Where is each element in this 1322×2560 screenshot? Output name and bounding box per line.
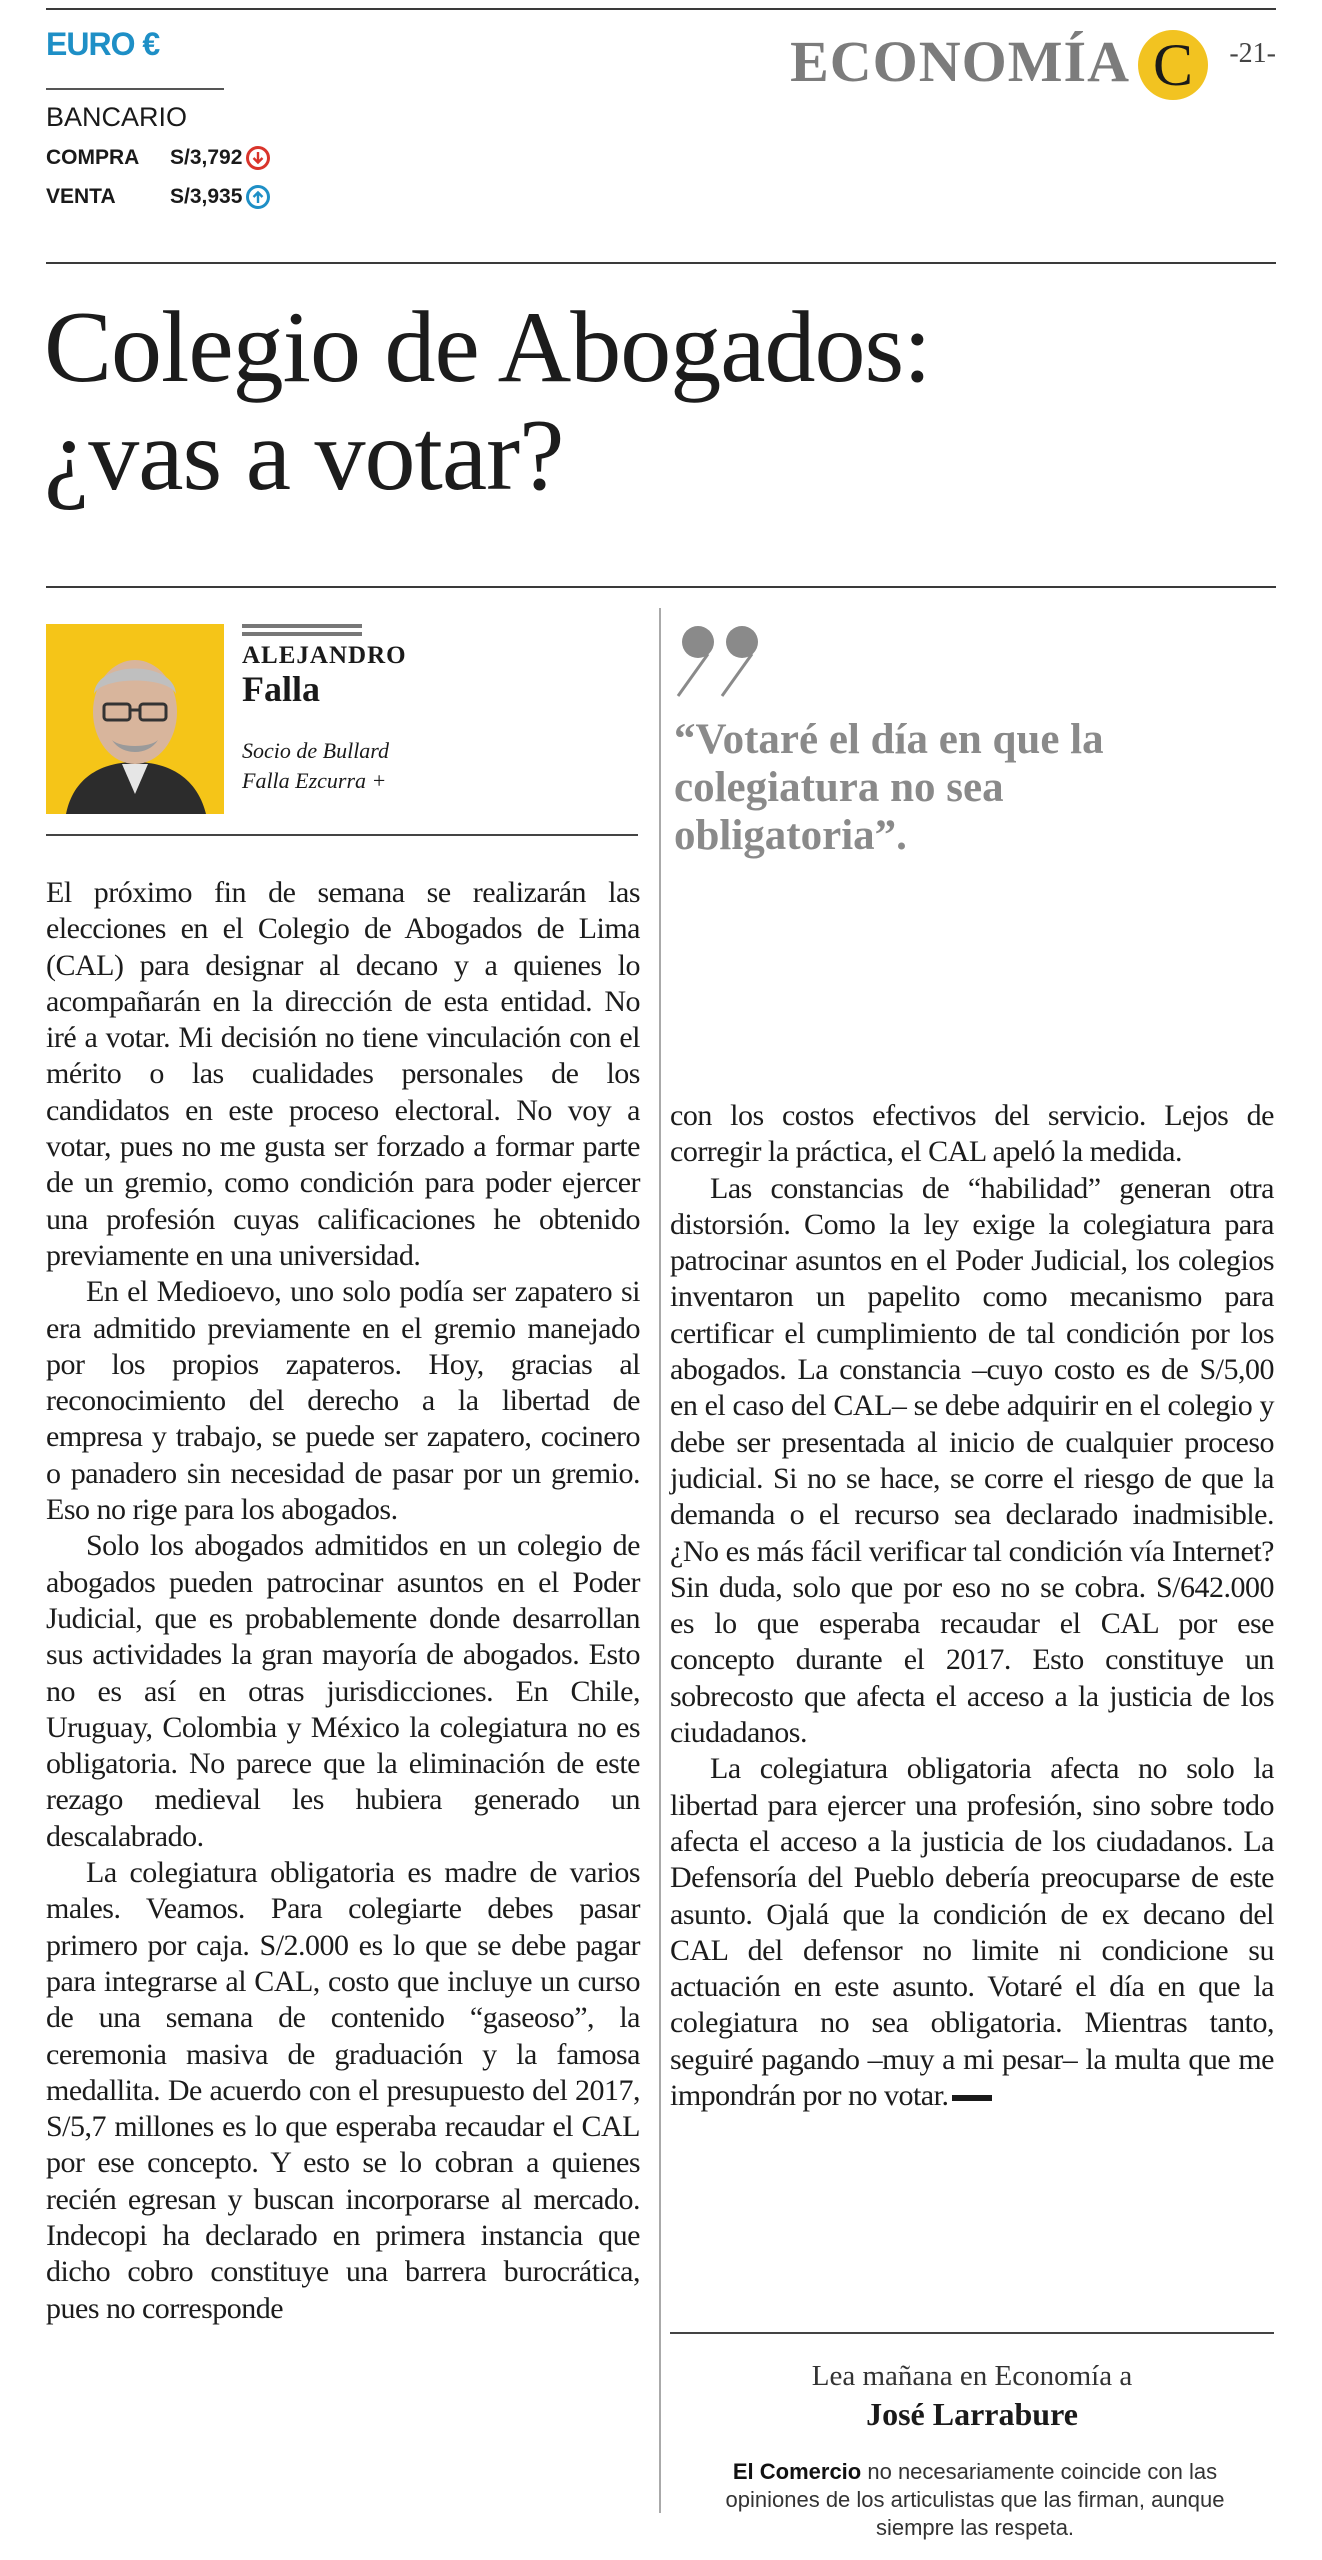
disclaimer-text: no necesariamente coincide con las opiniones de los articulistas que las firman, aunque siempre las respeta.: [725, 2459, 1225, 2540]
article-paragraph: [670, 1751, 1274, 2114]
arrow-down-icon: [246, 146, 270, 170]
headline-divider: [46, 586, 1276, 588]
footer-divider: [670, 2332, 1274, 2334]
article-headline: [44, 291, 1274, 513]
currency-divider: [46, 88, 224, 90]
buy-rate-label: COMPRA: [46, 146, 140, 169]
page-number: -21-: [1229, 38, 1276, 69]
article-column-left: [46, 875, 640, 2327]
article-paragraph: En el Medioevo, uno solo podía ser zapatero si era admitido previamente en el gremio manejado por los propios zapateros. Hoy, gracias al reconocimiento del derecho a la libertad de empresa y trabajo, se puede ser zapatero, cocinero o panadero sin necesidad de pasar por un gremio. Eso no rige para los abogados.: [46, 1275, 640, 1527]
sell-rate-row: [46, 185, 270, 209]
sell-rate-value: S/3,935: [170, 185, 243, 208]
next-columnist-promo: Lea mañana en Economía a: [811, 2360, 1133, 2392]
el-comercio-logo-icon: C: [1138, 30, 1208, 100]
pull-quote: “Votaré el día en que la colegiatura no sea obligatoria”.: [674, 716, 1104, 859]
top-rule: [46, 8, 1276, 10]
author-first-name: ALEJANDRO: [242, 642, 407, 669]
author-photo: [46, 624, 224, 814]
article-paragraph: La colegiatura obligatoria es madre de varios males. Veamos. Para colegiarte debes pasar primero por caja. S/2.000 es lo que se debe pagar para integrarse al CAL, costo que incluye un curso de una semana de contenido “gaseoso”, la ceremonia masiva de graduación y la famosa medallita. De acuerdo con el presupuesto del 2017, S/5,7 millones es lo que esperaba recaudar el CAL por ese concepto. Y esto se lo cobran a quienes recién egresan y buscan incorporarse al mercado. Indecopi ha declarado en primera instancia que dicho cobro constituye una barrera burocrática, pues no corresponde: [46, 1856, 640, 2325]
currency-label: EURO €: [46, 26, 160, 62]
author-last-name: Falla: [242, 669, 320, 709]
author-role-line-2: Falla Ezcurra +: [242, 768, 387, 793]
editorial-disclaimer: [690, 2458, 1260, 2542]
closing-paragraph-text: La colegiatura obligatoria afecta no solo la libertad para ejercer una profesión, sino sobre todo afecta el acceso a la justicia de los ciudadanos. La Defensoría del Pueblo debería preocuparse de este asunto. Ojalá que la condición de ex decano del CAL del defensor no limite ni condicione su actuación en este asunto. Votaré el día en que la colegiatura no sea obligatoria. Mientras tanto, seguiré pagando –muy a mi pesar– la multa que me impondrán por no votar.: [670, 1752, 1274, 2113]
next-columnist-name: José Larrabure: [866, 2396, 1078, 2432]
end-of-article-mark: [952, 2095, 992, 2101]
section-title: ECONOMÍA: [790, 29, 1130, 94]
sell-rate-label: VENTA: [46, 185, 116, 208]
exchange-market-label: BANCARIO: [46, 102, 188, 132]
buy-rate-value: S/3,792: [170, 146, 243, 169]
headline-line-2: ¿vas a votar?: [44, 399, 564, 513]
article-paragraph: Solo los abogados admitidos en un colegio de abogados pueden patrocinar asuntos en el Poder Judicial, que es probablemente donde desarrollan sus actividades la gran mayoría de abogados. Esto no es así en otras jurisdicciones. En Chile, Uruguay, Colombia y México la colegiatura no es obligatoria. No parece que la eliminación de este rezago medieval les hubiera generado un descalabrado.: [46, 1529, 640, 1853]
arrow-up-icon: [246, 185, 270, 209]
article-paragraph: con los costos efectivos del servicio. Lejos de corregir la práctica, el CAL apeló la medida.: [670, 1099, 1274, 1169]
article-paragraph: Las constancias de “habilidad” generan otra distorsión. Como la ley exige la colegiatura para patrocinar asuntos en el Poder Judicial, los colegios inventaron un papelito como mecanismo para certificar el cumplimiento de tal condición por los abogados. La constancia –cuyo costo es de S/5,00 en el caso del CAL– se debe adquirir en el colegio y debe ser presentada al inicio de cualquier proceso judicial. Si no se hace, se corre el riesgo de que la demanda o el recurso sea declarado inadmisible. ¿No es más fácil verificar tal condición vía Internet? Sin duda, solo que por eso no se cobra. S/642.000 es lo que esperaba recaudar el CAL por ese concepto durante el 2017. Esto constituye un sobrecosto que afecta el acceso a la justicia de los ciudadanos.: [670, 1171, 1274, 1750]
author-role: [242, 736, 462, 796]
article-paragraph: El próximo fin de semana se realizarán las elecciones en el Colegio de Abogados de Lima (CAL) para designar al decano y a quienes lo acompañarán en la dirección de esta entidad. No iré a votar. Mi decisión no tiene vinculación con el mérito o las cualidades personales de los candidatos en este proceso electoral. No voy a votar, pues no me gusta ser forzado a formar parte de un gremio, como condición para poder ejercer una profesión cuyas calificaciones he obtenido previamente en una universidad.: [46, 876, 640, 1272]
quote-mark-icon: [674, 622, 774, 705]
author-role-line-1: Socio de Bullard: [242, 738, 390, 763]
article-column-right: [670, 1098, 1274, 2114]
publication-name: El Comercio: [732, 2459, 862, 2484]
author-divider: [46, 834, 638, 836]
header-divider: [46, 262, 1276, 264]
author-accent-bars: [242, 624, 362, 640]
column-divider: [659, 608, 661, 2513]
headline-line-1: Colegio de Abogados:: [44, 291, 931, 404]
buy-rate-row: [46, 146, 270, 170]
